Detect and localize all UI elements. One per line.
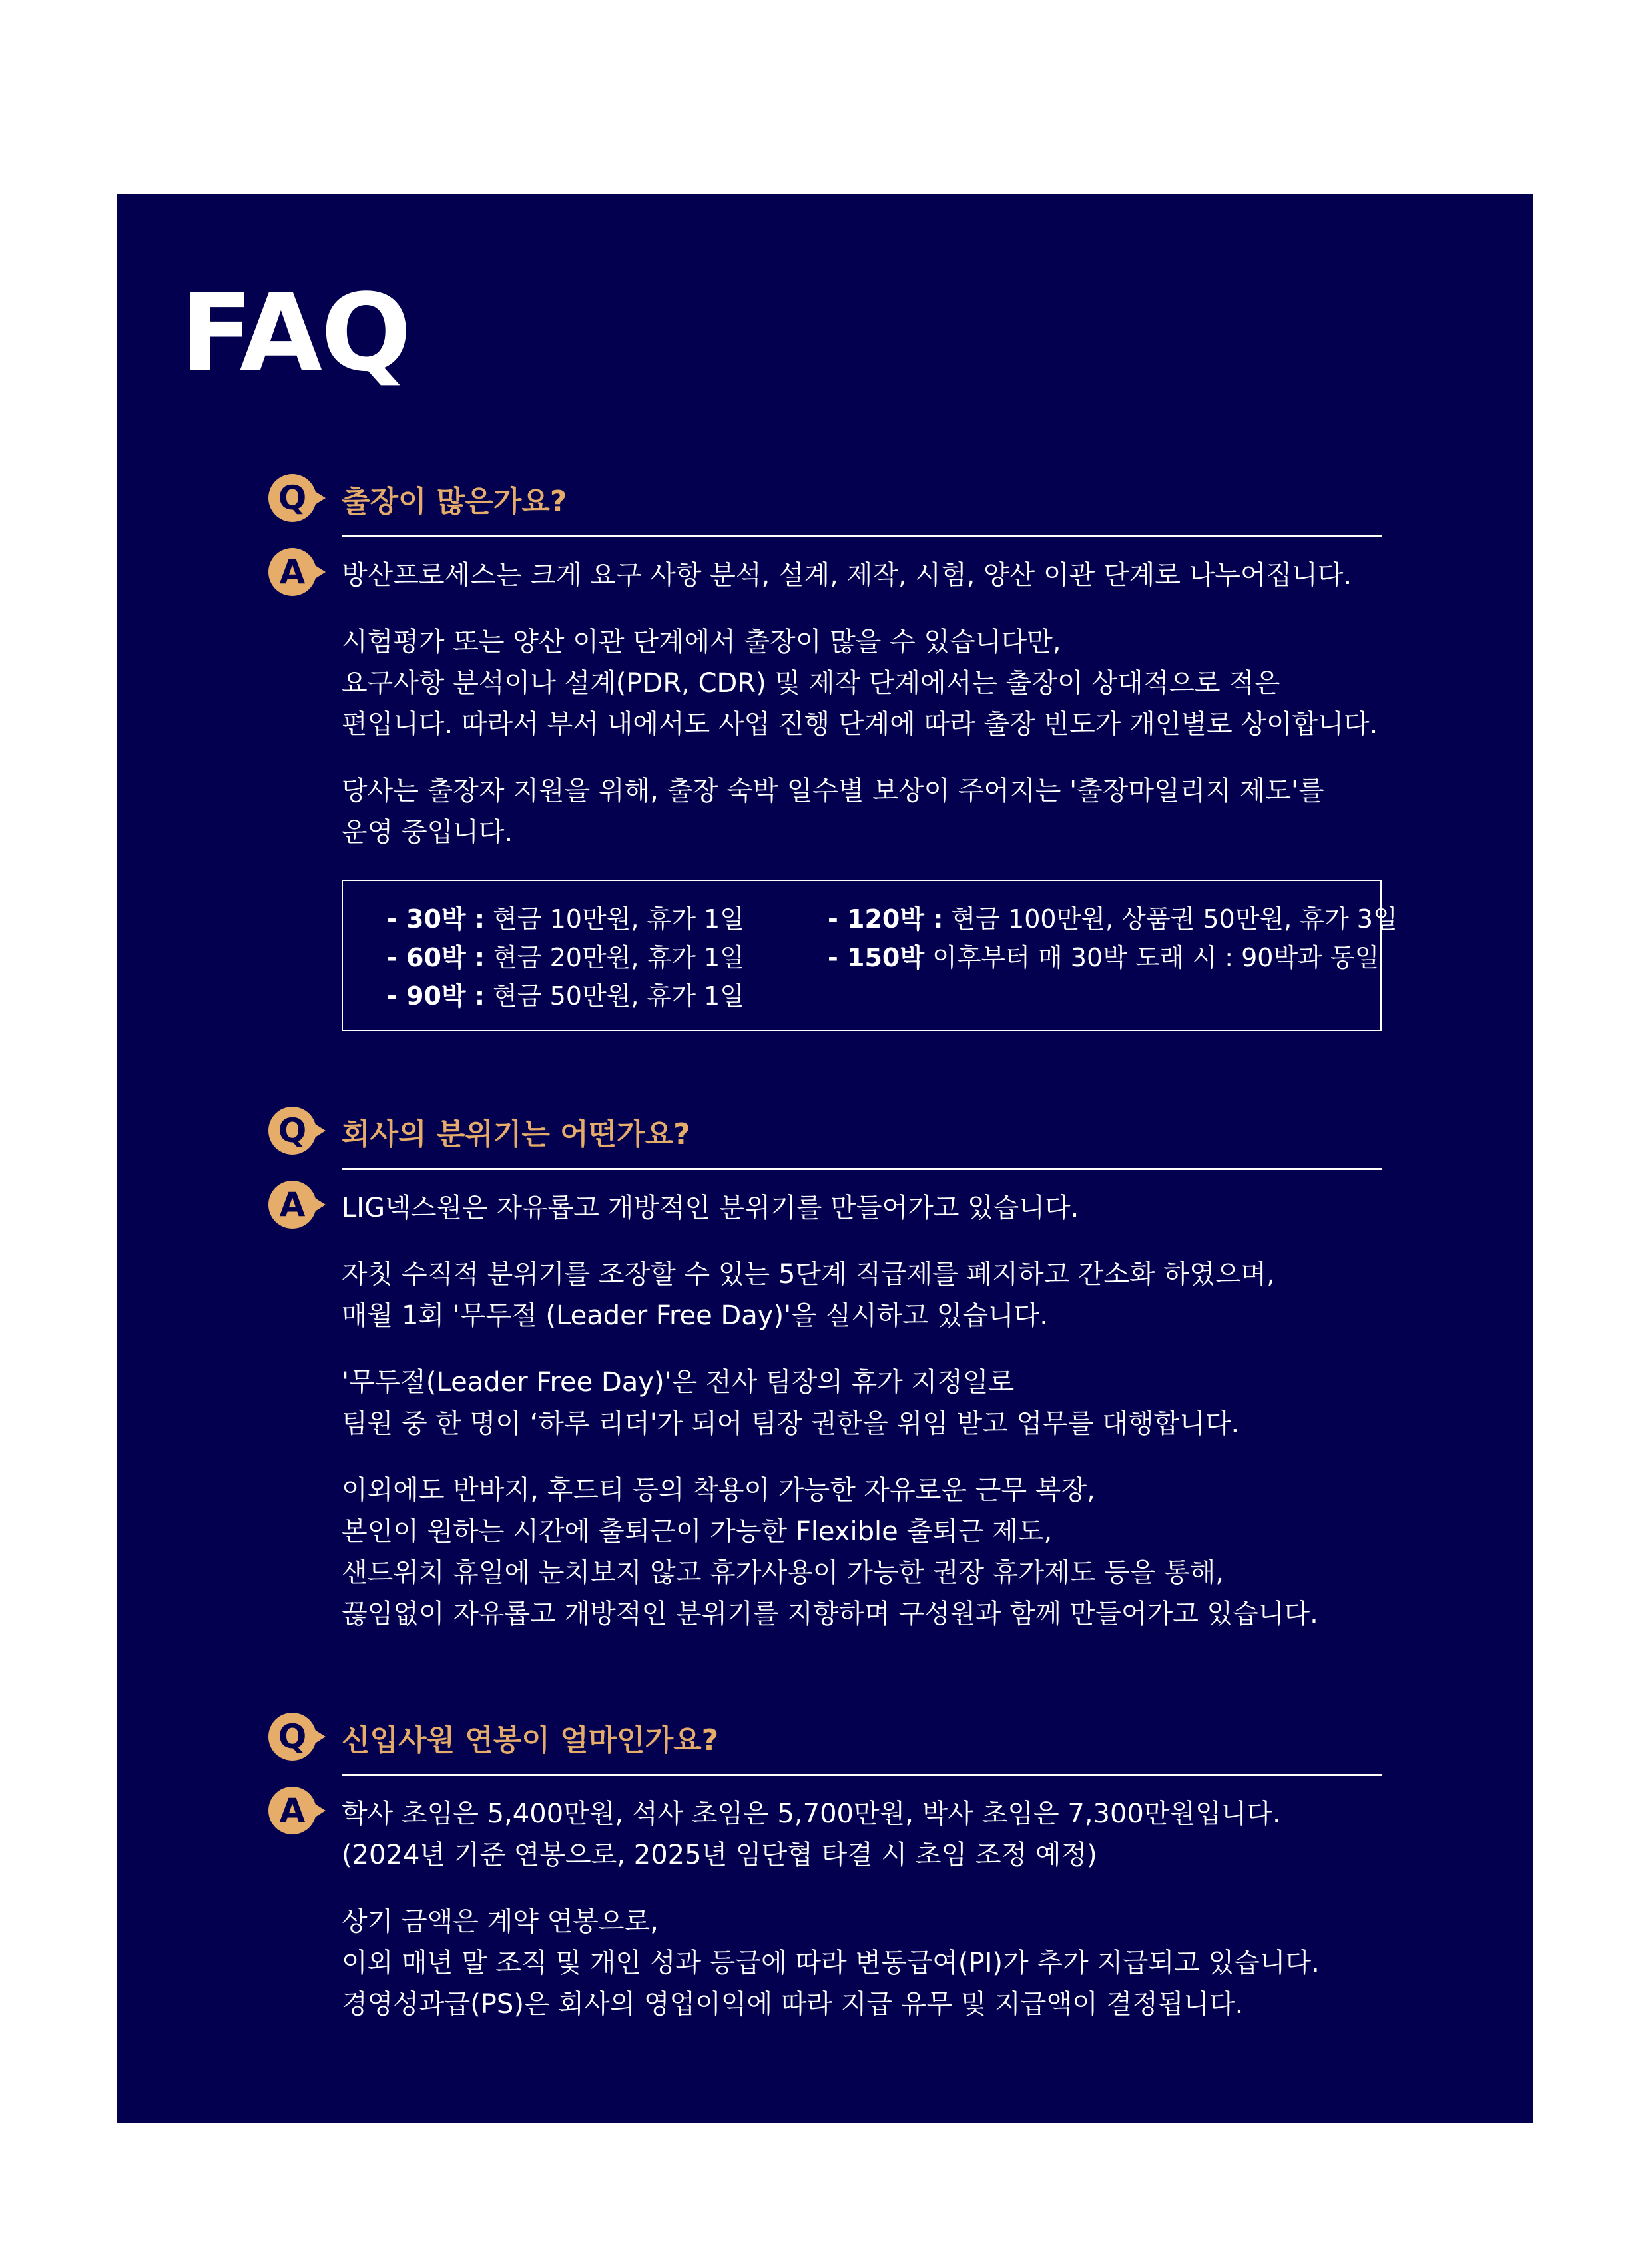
q-badge-icon: Q xyxy=(268,474,316,522)
question-row xyxy=(268,1719,1382,1776)
a-badge-icon: A xyxy=(268,548,316,596)
a-badge-icon: A xyxy=(268,1181,316,1229)
answer-paragraph xyxy=(342,621,1382,745)
question-row xyxy=(268,481,1382,537)
answer-text xyxy=(342,1793,1382,1876)
mileage-item xyxy=(387,938,744,977)
answer-line: 요구사항 분석이나 설계(PDR, CDR) 및 제작 단계에서는 출장이 상대적으로 적은 xyxy=(342,668,1280,699)
mileage-reward: 현금 10만원, 휴가 1일 xyxy=(485,904,744,934)
answer-line: 팀원 중 한 명이 ‘하루 리더'가 되어 팀장 권한을 위임 받고 업무를 대행합니다. xyxy=(342,1408,1240,1439)
mileage-reward: 이후부터 매 30박 도래 시 : 90박과 동일 xyxy=(924,943,1380,972)
answer-line: 운영 중입니다. xyxy=(342,817,513,848)
mileage-item xyxy=(387,900,744,938)
page-title: FAQ xyxy=(180,270,410,395)
answer-line: 자칫 수직적 분위기를 조장할 수 있는 5단계 직급제를 폐지하고 간소화 하였으며, xyxy=(342,1259,1275,1290)
a-badge-icon: A xyxy=(268,1787,316,1834)
mileage-label: - 120박 : xyxy=(828,904,944,934)
answer-text: 방산프로세스는 크게 요구 사항 분석, 설계, 제작, 시험, 양산 이관 단계로 나누어집니다. xyxy=(342,560,1352,591)
answer-row xyxy=(268,555,1382,596)
mileage-item xyxy=(828,900,1398,938)
question-text: 회사의 분위기는 어떤가요? xyxy=(342,1113,1382,1170)
answer-line: 이외에도 반바지, 후드티 등의 착용이 가능한 자유로운 근무 복장, xyxy=(342,1475,1095,1506)
mileage-reward-box xyxy=(342,880,1398,1031)
question-row xyxy=(268,1113,1382,1170)
answer-line: 경영성과급(PS)은 회사의 영업이익에 따라 지급 유무 및 지급액이 결정됩니다. xyxy=(342,1989,1244,2020)
mileage-reward: 현금 50만원, 휴가 1일 xyxy=(485,981,744,1011)
mileage-item xyxy=(828,938,1398,977)
question-text: 신입사원 연봉이 얼마인가요? xyxy=(342,1719,1382,1776)
mileage-item xyxy=(387,977,744,1015)
answer-line: 끊임없이 자유롭고 개방적인 분위기를 지향하며 구성원과 함께 만들어가고 있습니다. xyxy=(342,1599,1318,1629)
answer-line: '무두절(Leader Free Day)'은 전사 팀장의 휴가 지정일로 xyxy=(342,1367,1015,1398)
faq-item-salary xyxy=(268,1719,1382,2025)
mileage-column-right xyxy=(828,900,1398,977)
mileage-label: - 150박 xyxy=(828,943,925,972)
answer-line: 시험평가 또는 양산 이관 단계에서 출장이 많을 수 있습니다만, xyxy=(342,627,1061,657)
answer-paragraph xyxy=(342,1901,1382,2025)
answer-line: 매월 1회 '무두절 (Leader Free Day)'을 실시하고 있습니다. xyxy=(342,1300,1048,1331)
faq-item-culture xyxy=(268,1113,1382,1635)
faq-panel xyxy=(117,194,1533,2123)
faq-item-business-trip xyxy=(268,479,1398,1031)
answer-line: 편입니다. 따라서 부서 내에서도 사업 진행 단계에 따라 출장 빈도가 개인별로 상이합니다. xyxy=(342,709,1378,740)
answer-row xyxy=(268,1187,1382,1229)
mileage-label: - 90박 : xyxy=(387,981,485,1011)
mileage-column-left xyxy=(387,900,744,1015)
answer-line: 당사는 출장자 지원을 위해, 출장 숙박 일수별 보상이 주어지는 '출장마일리지 제도'를 xyxy=(342,776,1324,806)
q-badge-icon: Q xyxy=(268,1107,316,1155)
answer-paragraph xyxy=(342,1470,1382,1635)
answer-line: 이외 매년 말 조직 및 개인 성과 등급에 따라 변동급여(PI)가 추가 지급되고 있습니다. xyxy=(342,1948,1320,1978)
answer-row xyxy=(268,1793,1382,1876)
answer-line: 본인이 원하는 시간에 출퇴근이 가능한 Flexible 출퇴근 제도, xyxy=(342,1516,1053,1547)
mileage-label: - 60박 : xyxy=(387,943,485,972)
q-badge-icon: Q xyxy=(268,1713,316,1761)
answer-line: 샌드위치 휴일에 눈치보지 않고 휴가사용이 가능한 권장 휴가제도 등을 통해, xyxy=(342,1557,1224,1588)
answer-paragraph xyxy=(342,770,1382,853)
answer-paragraph xyxy=(342,1254,1382,1336)
answer-paragraph xyxy=(342,1362,1382,1444)
mileage-reward: 현금 20만원, 휴가 1일 xyxy=(485,943,744,972)
question-text: 출장이 많은가요? xyxy=(342,481,1382,537)
answer-text: LIG넥스원은 자유롭고 개방적인 분위기를 만들어가고 있습니다. xyxy=(342,1193,1079,1223)
answer-line: 학사 초임은 5,400만원, 석사 초임은 5,700만원, 박사 초임은 7,300만원입니다. xyxy=(342,1799,1281,1829)
mileage-reward: 현금 100만원, 상품권 50만원, 휴가 3일 xyxy=(943,904,1398,934)
answer-line: 상기 금액은 계약 연봉으로, xyxy=(342,1906,659,1937)
answer-line: (2024년 기준 연봉으로, 2025년 임단협 타결 시 초임 조정 예정) xyxy=(342,1840,1097,1870)
mileage-label: - 30박 : xyxy=(387,904,485,934)
